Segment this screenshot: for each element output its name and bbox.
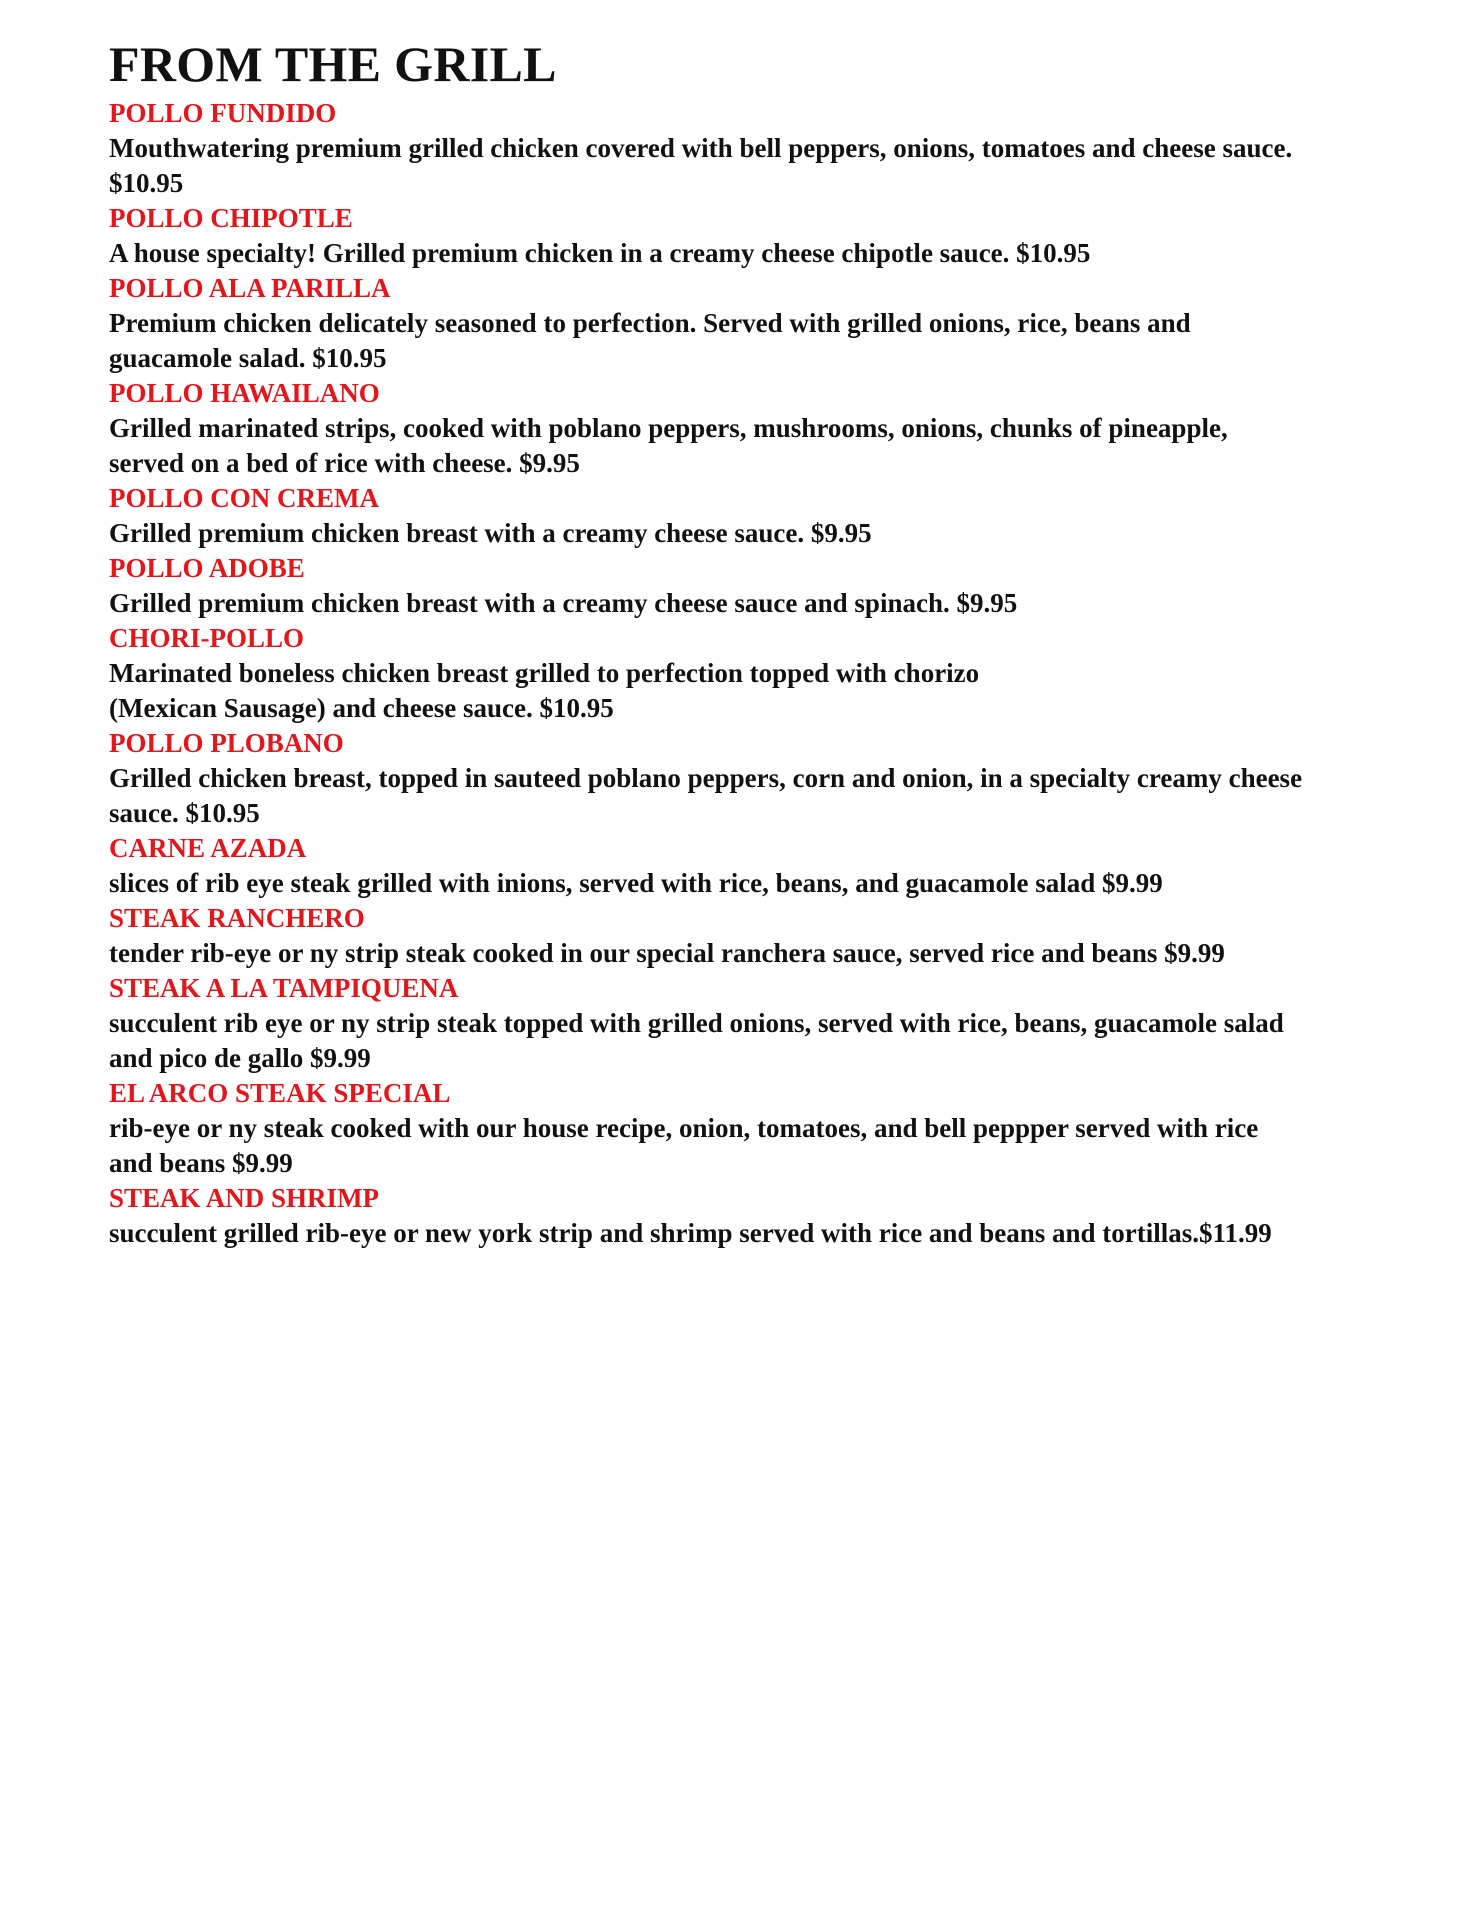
item-description: succulent rib eye or ny strip steak topped with grilled onions, served with rice, beans, guacamole salad and pico de gallo $9.99 bbox=[109, 1008, 1284, 1073]
menu-page bbox=[109, 34, 1389, 1251]
menu-item-pollo-adobe bbox=[109, 551, 1389, 621]
item-description: succulent grilled rib-eye or new york strip and shrimp served with rice and beans and tortillas.$11.99 bbox=[109, 1218, 1272, 1248]
item-description: A house specialty! Grilled premium chicken in a creamy cheese chipotle sauce. $10.95 bbox=[109, 238, 1091, 268]
item-description: Grilled premium chicken breast with a creamy cheese sauce and spinach. $9.95 bbox=[109, 588, 1018, 618]
item-name: POLLO CHIPOTLE bbox=[109, 203, 353, 233]
item-name: STEAK A LA TAMPIQUENA bbox=[109, 973, 459, 1003]
item-name: STEAK AND SHRIMP bbox=[109, 1183, 380, 1213]
menu-item-el-arco-steak-special bbox=[109, 1076, 1389, 1181]
item-name: EL ARCO STEAK SPECIAL bbox=[109, 1078, 451, 1108]
item-description: rib-eye or ny steak cooked with our house recipe, onion, tomatoes, and bell peppper served with rice and beans $9.99 bbox=[109, 1113, 1259, 1178]
item-description: Marinated boneless chicken breast grilled to perfection topped with chorizo (Mexican Sausage) and cheese sauce. $10.95 bbox=[109, 658, 980, 723]
menu-item-pollo-fundido bbox=[109, 96, 1389, 201]
item-name: POLLO HAWAILANO bbox=[109, 378, 380, 408]
item-name: POLLO CON CREMA bbox=[109, 483, 379, 513]
item-name: POLLO PLOBANO bbox=[109, 728, 344, 758]
item-description: tender rib-eye or ny strip steak cooked in our special ranchera sauce, served rice and beans $9.99 bbox=[109, 938, 1225, 968]
item-description: Grilled chicken breast, topped in sauteed poblano peppers, corn and onion, in a specialty creamy cheese sauce. $10.95 bbox=[109, 763, 1303, 828]
item-description: Grilled marinated strips, cooked with poblano peppers, mushrooms, onions, chunks of pineapple, served on a bed of rice with cheese. $9.95 bbox=[109, 413, 1228, 478]
menu-item-pollo-ala-parilla bbox=[109, 271, 1389, 376]
menu-title: FROM THE GRILL bbox=[109, 36, 557, 92]
item-description: Grilled premium chicken breast with a creamy cheese sauce. $9.95 bbox=[109, 518, 872, 548]
menu-item-steak-and-shrimp bbox=[109, 1181, 1389, 1251]
menu-item-steak-ranchero bbox=[109, 901, 1389, 971]
item-name: CARNE AZADA bbox=[109, 833, 307, 863]
item-description: slices of rib eye steak grilled with inions, served with rice, beans, and guacamole salad $9.99 bbox=[109, 868, 1163, 898]
menu-item-pollo-hawailano bbox=[109, 376, 1389, 481]
item-name: POLLO ADOBE bbox=[109, 553, 305, 583]
menu-item-pollo-con-crema bbox=[109, 481, 1389, 551]
item-name: CHORI-POLLO bbox=[109, 623, 305, 653]
item-name: STEAK RANCHERO bbox=[109, 903, 365, 933]
item-name: POLLO ALA PARILLA bbox=[109, 273, 391, 303]
item-description: Mouthwatering premium grilled chicken covered with bell peppers, onions, tomatoes and cheese sauce. $10.95 bbox=[109, 133, 1293, 198]
menu-item-chori-pollo bbox=[109, 621, 1389, 726]
menu-item-carne-azada bbox=[109, 831, 1389, 901]
menu-item-steak-a-la-tampiquena bbox=[109, 971, 1389, 1076]
menu-item-pollo-chipotle bbox=[109, 201, 1389, 271]
item-name: POLLO FUNDIDO bbox=[109, 98, 337, 128]
menu-item-pollo-plobano bbox=[109, 726, 1389, 831]
item-description: Premium chicken delicately seasoned to perfection. Served with grilled onions, rice, beans and guacamole salad. $10.95 bbox=[109, 308, 1191, 373]
